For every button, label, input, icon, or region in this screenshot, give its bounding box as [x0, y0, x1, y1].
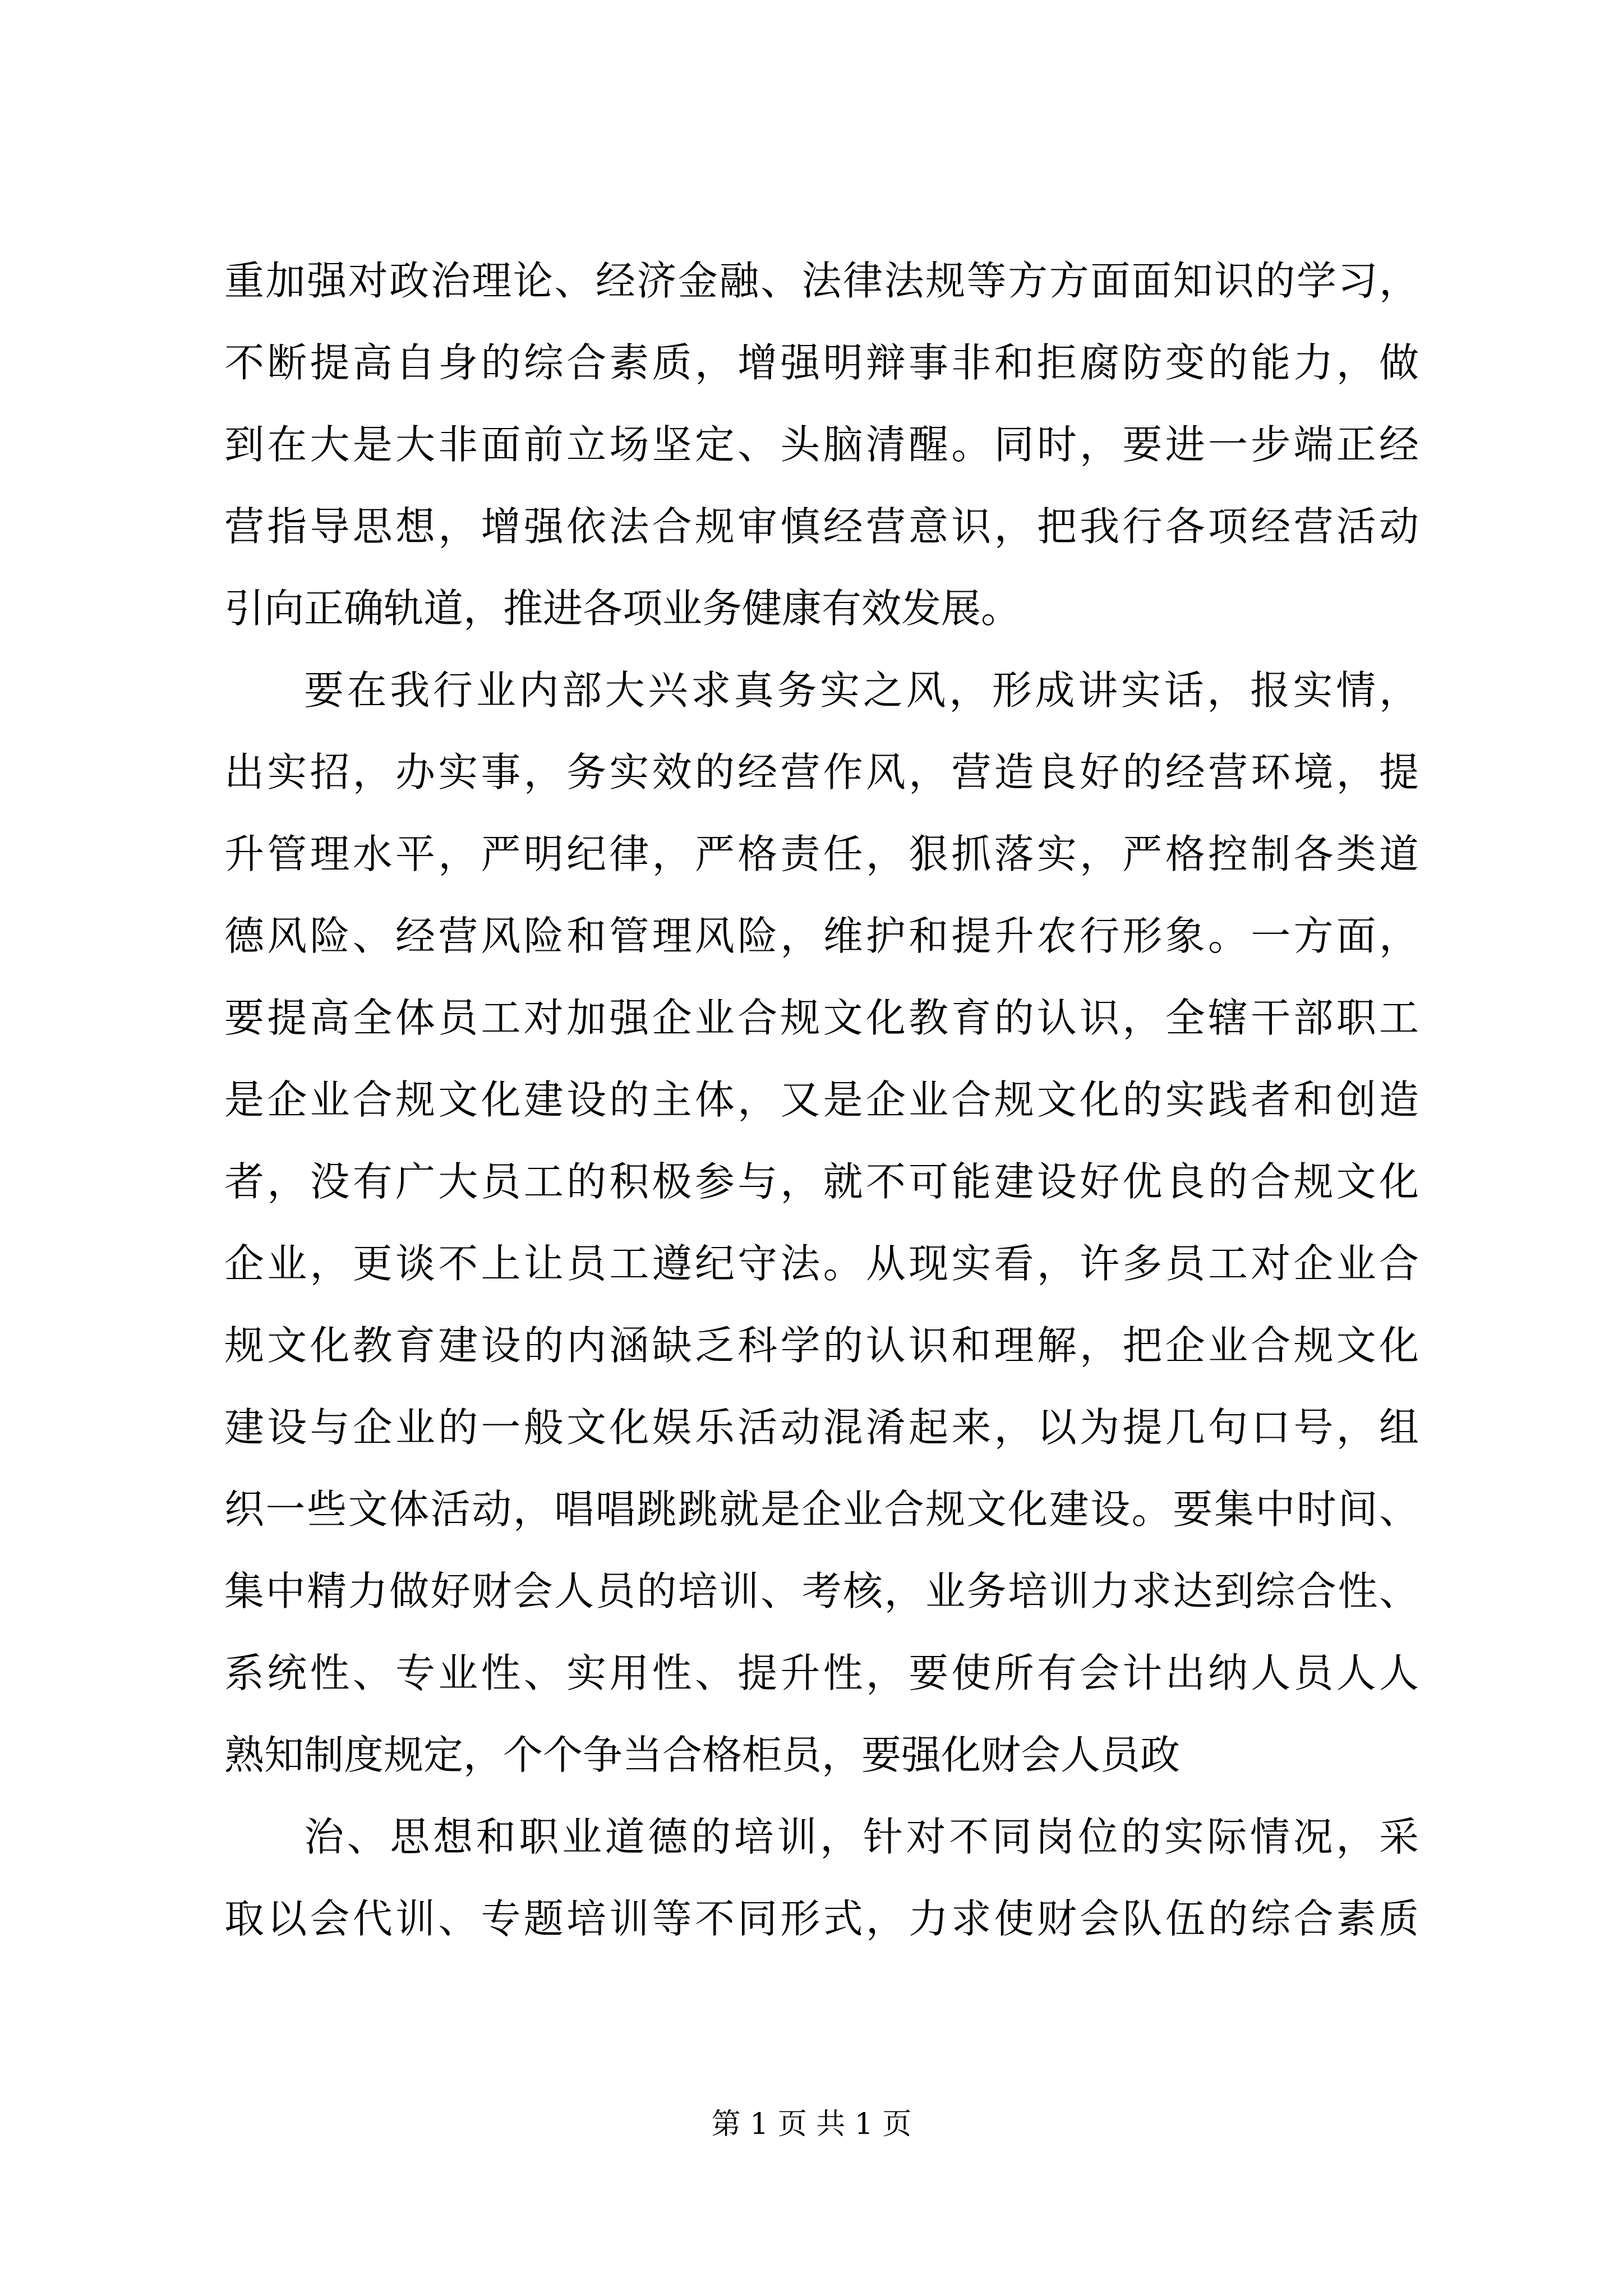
paragraph-3	[224, 1796, 1419, 1960]
paragraph-line: 重加强对政治理论、经济金融、法律法规等方方面面知识的学习，	[224, 257, 1419, 304]
page-number-footer: 第 1 页 共 1 页	[711, 2108, 912, 2141]
paragraph-1	[224, 240, 1419, 650]
paragraph-line: 不断提高自身的综合素质，增强明辩事非和拒腐防变的能力，做	[224, 339, 1419, 386]
document-body	[224, 240, 1419, 1960]
paragraph-line: 企业，更谈不上让员工遵纪守法。从现实看，许多员工对企业合	[224, 1240, 1419, 1287]
paragraph-line: 熟知制度规定，个个争当合格柜员，要强化财会人员政	[224, 1732, 1181, 1778]
paragraph-line: 德风险、经营风险和管理风险，维护和提升农行形象。一方面，	[224, 913, 1419, 959]
paragraph-line: 是企业合规文化建设的主体，又是企业合规文化的实践者和创造	[224, 1076, 1419, 1123]
paragraph-line: 要在我行业内部大兴求真务实之风，形成讲实话，报实情，	[304, 667, 1419, 714]
paragraph-line: 到在大是大非面前立场坚定、头脑清醒。同时，要进一步端正经	[224, 421, 1419, 468]
paragraph-line: 取以会代训、专题培训等不同形式，力求使财会队伍的综合素质	[224, 1895, 1419, 1942]
paragraph-line: 织一些文体活动，唱唱跳跳就是企业合规文化建设。要集中时间、	[224, 1486, 1419, 1533]
paragraph-line: 者，没有广大员工的积极参与，就不可能建设好优良的合规文化	[224, 1158, 1419, 1205]
paragraph-line: 规文化教育建设的内涵缺乏科学的认识和理解，把企业合规文化	[224, 1322, 1419, 1369]
paragraph-line: 营指导思想，增强依法合规审慎经营意识，把我行各项经营活动	[224, 503, 1419, 550]
paragraph-line: 建设与企业的一般文化娱乐活动混淆起来，以为提几句口号，组	[224, 1404, 1419, 1451]
paragraph-line: 要提高全体员工对加强企业合规文化教育的认识，全辖干部职工	[224, 995, 1419, 1041]
paragraph-2	[224, 650, 1419, 1796]
paragraph-line: 系统性、专业性、实用性、提升性，要使所有会计出纳人员人人	[224, 1650, 1419, 1696]
paragraph-line: 升管理水平，严明纪律，严格责任，狠抓落实，严格控制各类道	[224, 831, 1419, 877]
paragraph-line: 引向正确轨道，推进各项业务健康有效发展。	[224, 585, 1021, 632]
paragraph-line: 集中精力做好财会人员的培训、考核，业务培训力求达到综合性、	[224, 1568, 1419, 1614]
paragraph-line: 出实招，办实事，务实效的经营作风，营造良好的经营环境，提	[224, 749, 1419, 795]
paragraph-line: 治、思想和职业道德的培训，针对不同岗位的实际情况，采	[304, 1814, 1419, 1860]
